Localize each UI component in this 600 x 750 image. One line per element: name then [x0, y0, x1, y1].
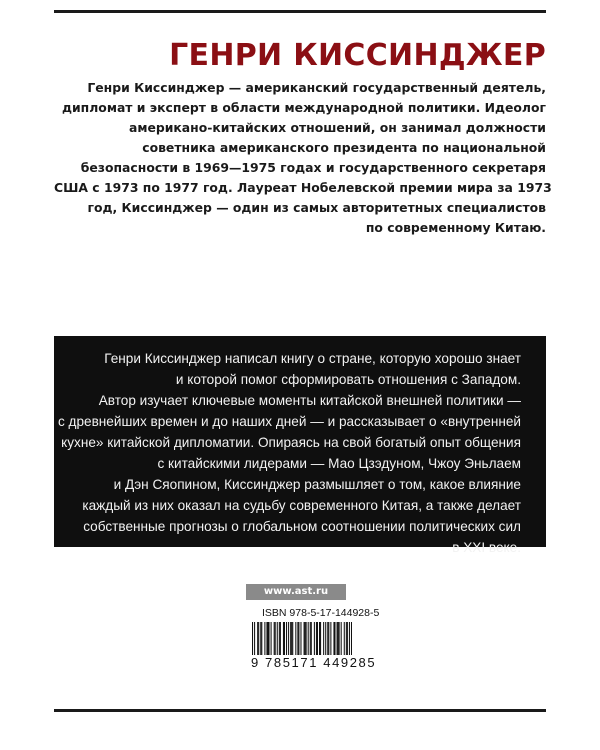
isbn-label: ISBN 978-5-17-144928-5	[262, 607, 380, 619]
description-line: с китайскими лидерами — Мао Цзэдуном, Чжоу Эньлаем	[157, 456, 521, 471]
description-line: в XXI веке.	[452, 540, 521, 555]
book-description	[58, 348, 521, 558]
description-box	[54, 336, 546, 555]
publisher-website: www.ast.ru	[246, 584, 346, 600]
bio-line: по современному Китаю.	[365, 220, 546, 235]
description-line: Автор изучает ключевые моменты китайской внешней политики —	[98, 393, 521, 408]
bottom-rule	[54, 709, 546, 712]
bio-line: американо-китайских отношений, он занимал должности	[128, 120, 546, 135]
bio-line: советника американского президента по национальной	[142, 140, 546, 155]
description-line: Генри Киссинджер написал книгу о стране, которую хорошо знает	[104, 351, 521, 366]
description-line: кухне» китайской дипломатии. Опираясь на свой богатый опыт общения	[61, 435, 521, 450]
description-line: и Дэн Сяопином, Киссинджер размышляет о том, какое влияние	[113, 477, 521, 492]
description-line: собственные прогнозы о глобальном соотношении политических сил	[83, 519, 521, 534]
description-line: каждый из них оказал на судьбу современного Китая, а также делает	[82, 498, 521, 513]
description-line: с древнейших времен и до наших дней — и рассказывает о «внутренней	[57, 414, 521, 429]
top-rule	[54, 10, 546, 13]
author-bio	[54, 78, 552, 238]
barcode-digits: 9 785171 449285	[251, 655, 377, 670]
bio-line: дипломат и эксперт в области международной политики. Идеолог	[61, 100, 546, 115]
bio-line: год, Киссинджер — один из самых авторитетных специалистов	[87, 200, 546, 215]
bio-line: безопасности в 1969—1975 годах и государственного секретаря	[80, 160, 546, 175]
description-line: и которой помог сформировать отношения с Западом.	[175, 372, 521, 387]
bio-line: США с 1973 по 1977 год. Лауреат Нобелевской премии мира за 1973	[54, 180, 552, 195]
bio-line: Генри Киссинджер — американский государственный деятель,	[87, 80, 546, 95]
author-title: ГЕНРИ КИССИНДЖЕР	[169, 38, 546, 73]
